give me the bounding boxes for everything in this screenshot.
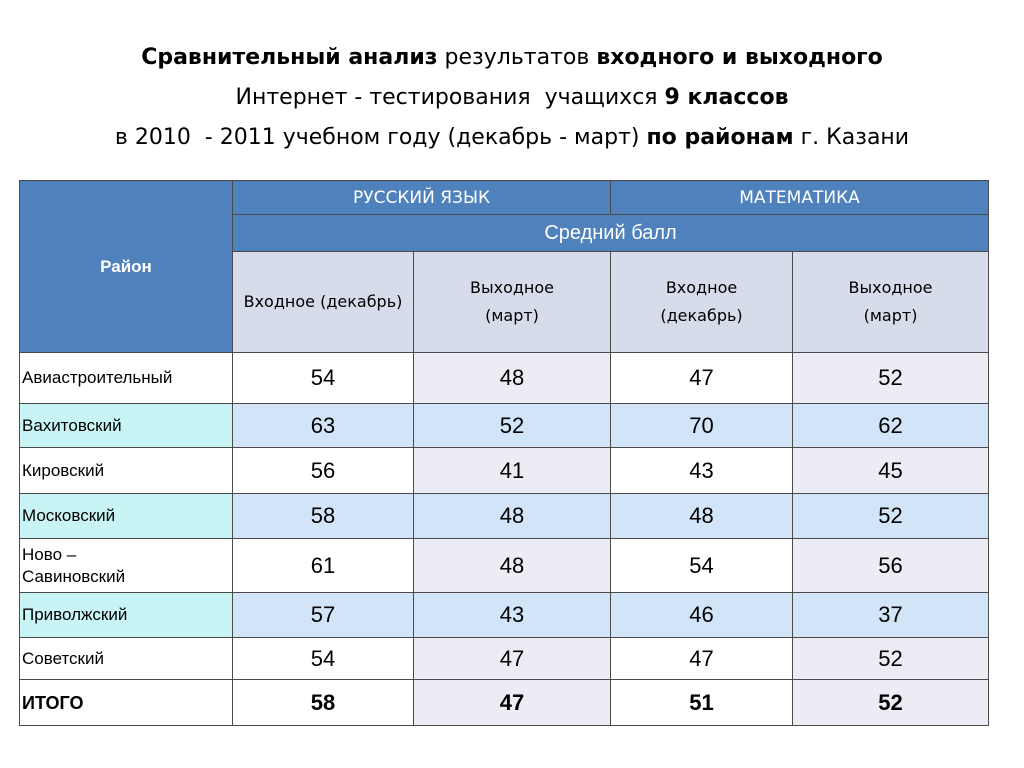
district-name: Московский (20, 494, 233, 539)
score-cell: 54 (233, 638, 414, 680)
score-cell: 47 (611, 353, 793, 404)
score-cell: 48 (611, 494, 793, 539)
district-name: Советский (20, 638, 233, 680)
column-header: Выходное (март) (414, 252, 611, 353)
score-cell: 52 (793, 353, 989, 404)
score-cell: 45 (793, 448, 989, 494)
table-row (20, 494, 989, 539)
table-row (20, 539, 989, 593)
score-cell: 62 (793, 404, 989, 448)
score-cell: 70 (611, 404, 793, 448)
table-row (20, 593, 989, 638)
score-cell: 63 (233, 404, 414, 448)
column-header: Входное (декабрь) (233, 252, 414, 353)
title-line-2: Интернет - тестирования учащихся 9 классов (235, 85, 789, 110)
table-row (20, 353, 989, 404)
score-cell: 37 (793, 593, 989, 638)
score-cell: 41 (414, 448, 611, 494)
score-cell: 54 (233, 353, 414, 404)
header-average-score: Средний балл (233, 215, 989, 252)
score-cell: 48 (414, 539, 611, 593)
district-name: Ново – Савиновский (20, 539, 233, 593)
page-title (0, 38, 1024, 158)
score-cell: 61 (233, 539, 414, 593)
column-header: Выходное (март) (793, 252, 989, 353)
score-cell: 57 (233, 593, 414, 638)
header-math: МАТЕМАТИКА (611, 181, 989, 215)
total-row (20, 680, 989, 726)
results-table (19, 180, 989, 726)
district-name: Вахитовский (20, 404, 233, 448)
district-name: ИТОГО (20, 680, 233, 726)
score-cell: 54 (611, 539, 793, 593)
score-cell: 48 (414, 494, 611, 539)
table-row (20, 404, 989, 448)
score-cell: 43 (414, 593, 611, 638)
score-cell: 48 (414, 353, 611, 404)
district-name: Авиастроительный (20, 353, 233, 404)
score-cell: 56 (793, 539, 989, 593)
score-cell: 47 (611, 638, 793, 680)
header-russian: РУССКИЙ ЯЗЫК (233, 181, 611, 215)
header-rayon: Район (20, 181, 233, 353)
score-cell: 56 (233, 448, 414, 494)
score-cell: 43 (611, 448, 793, 494)
score-cell: 51 (611, 680, 793, 726)
district-name: Кировский (20, 448, 233, 494)
table-row (20, 638, 989, 680)
score-cell: 58 (233, 494, 414, 539)
district-name: Приволжский (20, 593, 233, 638)
score-cell: 46 (611, 593, 793, 638)
score-cell: 52 (414, 404, 611, 448)
title-line-1: Сравнительный анализ результатов входного и выходного (141, 45, 883, 70)
score-cell: 52 (793, 680, 989, 726)
table-row (20, 448, 989, 494)
score-cell: 52 (793, 638, 989, 680)
score-cell: 52 (793, 494, 989, 539)
title-line-3: в 2010 - 2011 учебном году (декабрь - март) по районам г. Казани (114, 125, 910, 150)
score-cell: 58 (233, 680, 414, 726)
score-cell: 47 (414, 680, 611, 726)
score-cell: 47 (414, 638, 611, 680)
column-header: Входное (декабрь) (611, 252, 793, 353)
